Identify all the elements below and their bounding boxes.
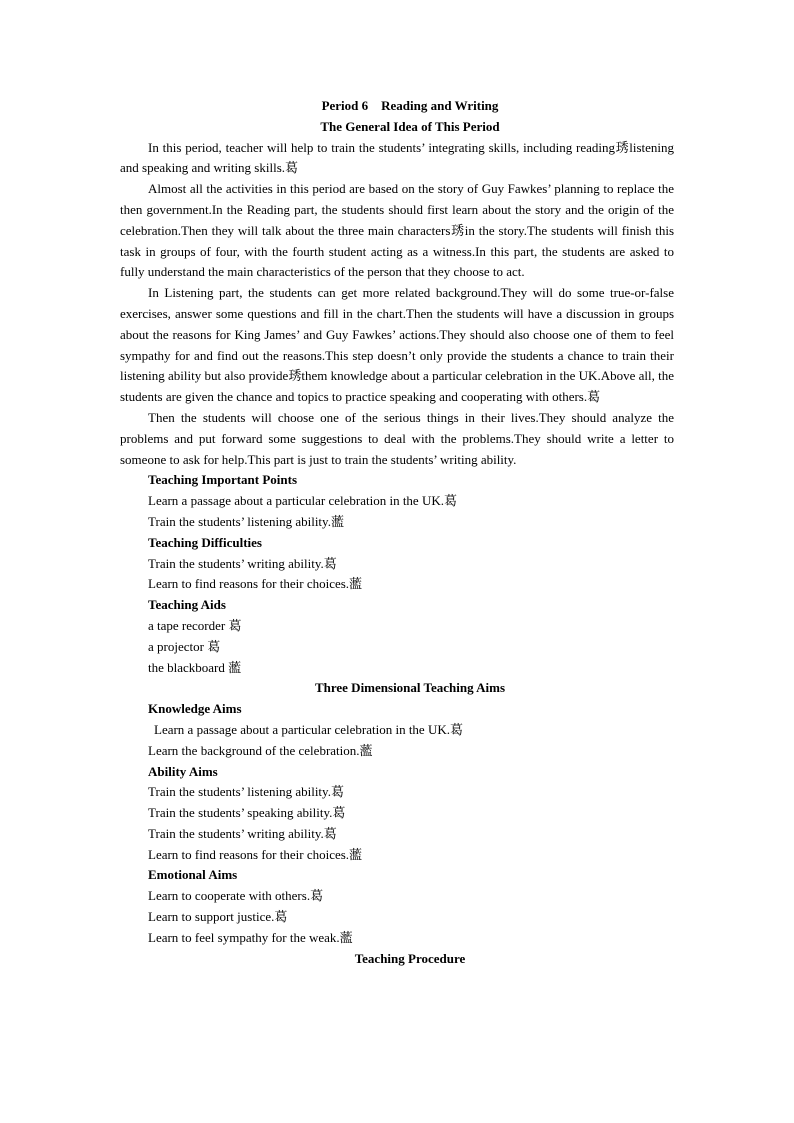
intro-paragraphs	[120, 138, 674, 471]
list-item: a projector 葛	[148, 638, 221, 654]
list-item: Learn to find reasons for their choices.蘫	[148, 576, 363, 592]
heading-teaching-aids: Teaching Aids	[148, 597, 226, 613]
list-item: Learn a passage about a particular celebration in the UK.葛	[148, 493, 457, 509]
list-item: Train the students’ writing ability.葛	[148, 825, 337, 841]
section-title-general-idea: The General Idea of This Period	[320, 118, 500, 134]
document-body	[120, 96, 674, 969]
list-item: Train the students’ listening ability.蘫	[148, 513, 344, 529]
paragraph-4: Then the students will choose one of the serious things in their lives.They should analyze the problems and put forward some suggestions to deal with the problems.They should write a letter to someone to ask for help.This part is just to train the students’ writing ability.	[120, 409, 674, 467]
heading-knowledge-aims: Knowledge Aims	[148, 701, 242, 717]
heading-ability-aims: Ability Aims	[148, 763, 218, 779]
list-item: Learn a passage about a particular celebration in the UK.葛	[154, 721, 463, 737]
list-item: Learn to find reasons for their choices.蘫	[148, 846, 363, 862]
heading-emotional-aims: Emotional Aims	[148, 867, 238, 883]
list-item: Train the students’ writing ability.葛	[148, 555, 337, 571]
list-item: Learn to cooperate with others.葛	[148, 888, 324, 904]
list-item: Learn to feel sympathy for the weak.蘫	[148, 929, 353, 945]
paragraph-3: In Listening part, the students can get more related background.They will do some true-or-false exercises, answer some questions and fill in the chart.Then the students will have a discussion in groups about the reasons for King James’ and Guy Fawkes’ actions.They should also choose one of them to feel sympathy for and find out the reasons.This step doesn’t only provide the students a chance to train their listening ability but also provide琇them knowledge about a particular celebration in the UK.Above all, the students are given the chance and topics to practice speaking and cooperating with others.葛	[120, 285, 674, 405]
heading-important-points: Teaching Important Points	[148, 472, 298, 488]
list-item: Train the students’ speaking ability.葛	[148, 805, 346, 821]
heading-teaching-procedure: Teaching Procedure	[354, 950, 466, 966]
period-title: Period 6 Reading and Writing	[321, 98, 499, 113]
heading-three-dimensional-aims: Three Dimensional Teaching Aims	[314, 680, 506, 696]
paragraph-2: Almost all the activities in this period are based on the story of Guy Fawkes’ planning to replace the then government.In the Reading part, the students should first learn about the story and the origin of the celebration.Then they will talk about the three main characters琇in the story.The students will finish this task in groups of four, with the fourth student acting as a witness.In this part, the students are asked to fully understand the main characteristics of the person that they choose to act.	[120, 181, 674, 280]
heading-difficulties: Teaching Difficulties	[148, 534, 262, 550]
list-item: Learn to support justice.葛	[148, 909, 288, 925]
list-item: a tape recorder 葛	[148, 617, 242, 633]
paragraph-1: In this period, teacher will help to train the students’ integrating skills, including reading琇listening and speaking and writing skills.葛	[120, 139, 674, 176]
list-item: the blackboard 蘫	[148, 659, 242, 675]
list-item: Train the students’ listening ability.葛	[148, 784, 344, 800]
list-item: Learn the background of the celebration.蘫	[148, 742, 373, 758]
